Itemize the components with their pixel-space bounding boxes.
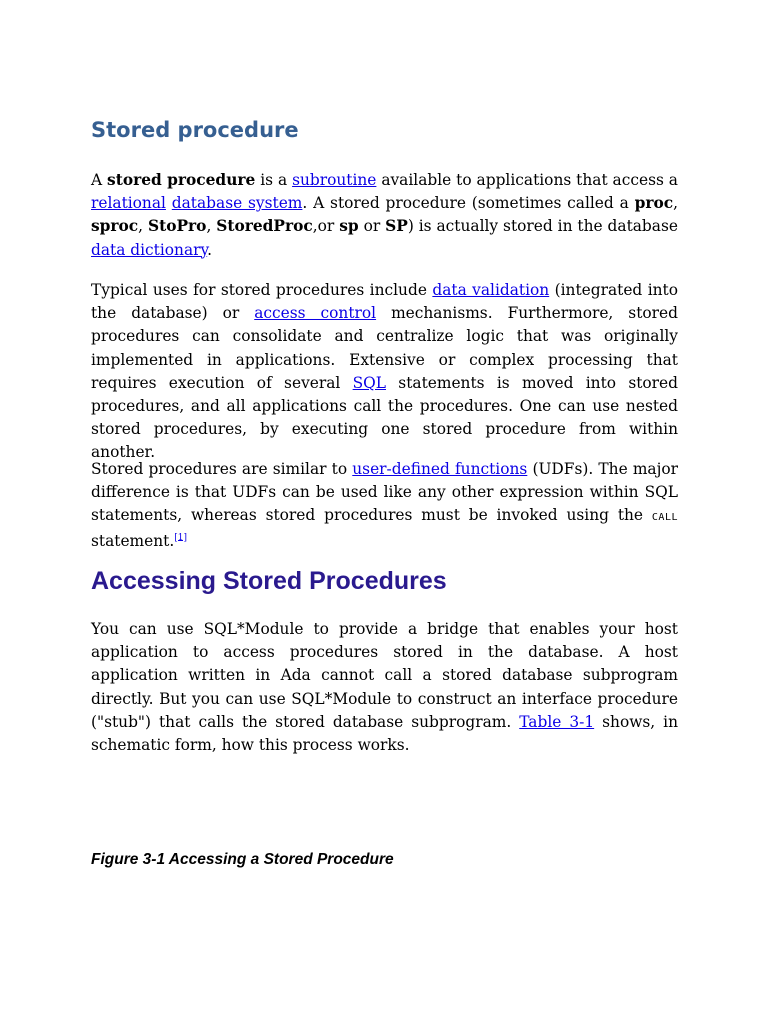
heading-accessing-stored-procedures: Accessing Stored Procedures bbox=[91, 567, 447, 595]
udf-paragraph bbox=[91, 458, 678, 553]
text-run: , bbox=[673, 194, 678, 213]
bold-term: StoPro bbox=[148, 217, 207, 236]
link-relational[interactable]: relational bbox=[91, 194, 166, 213]
bold-term: sp bbox=[339, 217, 359, 236]
text-run: statements is moved into stored procedures, and all applications call the procedures. One can use nested stored procedures, by executing one stored procedure from within another. bbox=[91, 373, 679, 462]
link-data-validation[interactable]: data validation bbox=[432, 281, 550, 299]
link-sql[interactable]: SQL bbox=[352, 373, 387, 392]
text-run: or bbox=[358, 217, 386, 236]
text-run: Typical uses for stored procedures include bbox=[91, 281, 433, 299]
bold-term: StoredProc bbox=[216, 217, 313, 236]
text-run: statement. bbox=[91, 531, 175, 550]
text-run: ,or bbox=[312, 217, 340, 236]
text-run: (integrated into the database) or bbox=[91, 281, 678, 323]
code-call: CALL bbox=[651, 512, 678, 524]
text-run: (UDFs). The major difference is that UDFs can be used like any other expression within SQL statements, whereas stored procedures must be invoked using the bbox=[91, 460, 678, 525]
text-run: Stored procedures are similar to bbox=[91, 460, 353, 478]
link-data-dictionary[interactable]: data dictionary bbox=[91, 240, 208, 259]
link-subroutine[interactable]: subroutine bbox=[292, 171, 377, 189]
bold-term: SP bbox=[385, 217, 408, 236]
link-access-control[interactable]: access control bbox=[254, 304, 377, 323]
text-run: is a bbox=[255, 171, 293, 189]
figure-caption: Figure 3-1 Accessing a Stored Procedure bbox=[91, 851, 394, 868]
bold-term: proc bbox=[634, 194, 674, 213]
bold-term: sproc bbox=[91, 217, 139, 236]
text-run: You can use SQL*Module to provide a bridge that enables your host application to access procedures stored in the database. A host application written in Ada cannot call a stored database subprogram directly. But you can use SQL*Module to construct an interface procedure ("stub") that calls the stored database subprogram. bbox=[91, 620, 678, 731]
text-run: . bbox=[207, 240, 213, 259]
uses-paragraph bbox=[91, 279, 678, 465]
sqlmodule-paragraph bbox=[91, 618, 678, 757]
text-run: , bbox=[138, 217, 148, 236]
section-title: Stored procedure bbox=[91, 118, 299, 142]
bold-term: stored procedure bbox=[107, 171, 256, 189]
text-run: , bbox=[206, 217, 217, 236]
text-run: mechanisms. Furthermore, stored procedures can consolidate and centralize logic that was originally implemented in applications. Extensive or complex processing that requires execution of several bbox=[91, 304, 678, 392]
intro-paragraph bbox=[91, 169, 678, 262]
link-user-defined-functions[interactable]: user-defined functions bbox=[352, 460, 528, 478]
text-run: available to applications that access a bbox=[376, 171, 678, 189]
link-database-system[interactable]: database system bbox=[171, 194, 303, 213]
link-footnote-1[interactable]: [1] bbox=[174, 532, 187, 543]
text-run: . A stored procedure (sometimes called a bbox=[302, 194, 635, 213]
text-run: shows, in schematic form, how this process works. bbox=[91, 712, 678, 755]
footnote-ref bbox=[174, 532, 187, 542]
text-run: ) is actually stored in the database bbox=[407, 217, 678, 236]
link-table-3-1[interactable]: Table 3-1 bbox=[519, 712, 595, 731]
text-run: A bbox=[91, 171, 108, 189]
